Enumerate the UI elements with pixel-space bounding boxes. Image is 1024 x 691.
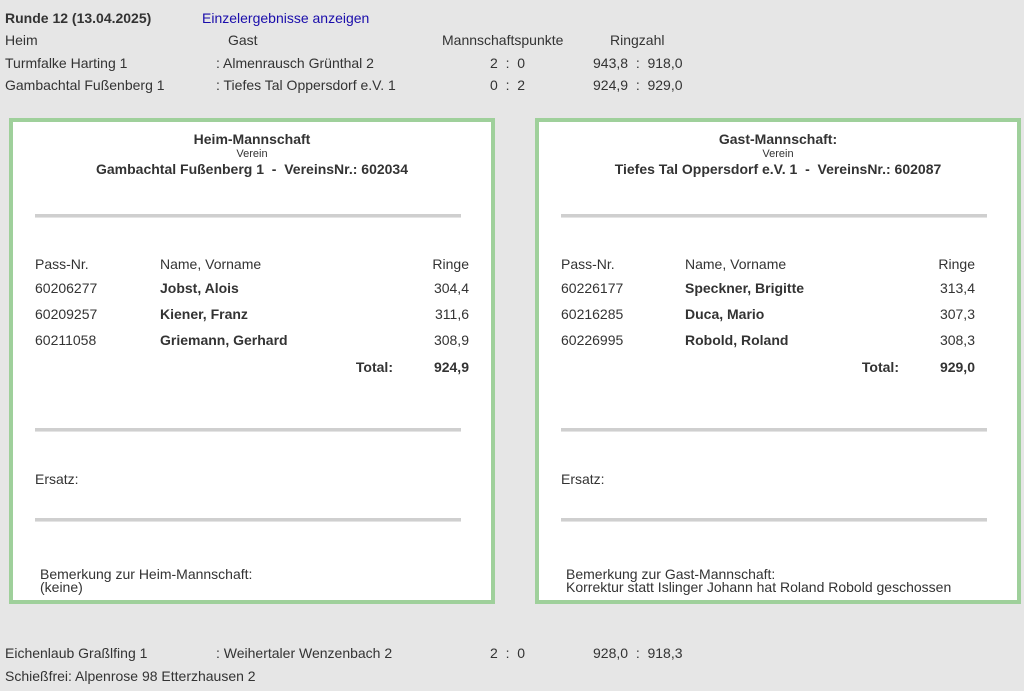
col-header-home: Heim — [5, 32, 38, 48]
pass-number: 60226177 — [561, 280, 624, 296]
shooter-rings: 304,4 — [433, 280, 469, 296]
divider — [35, 428, 461, 432]
total-label: Total: — [861, 359, 899, 375]
divider — [561, 214, 987, 218]
col-header-rings: Ringzahl — [610, 32, 665, 48]
match-guest-team: : Almenrausch Grünthal 2 — [216, 55, 374, 71]
match-rings: 924,9 : 929,0 — [593, 77, 683, 93]
shooter-name: Speckner, Brigitte — [685, 280, 805, 296]
match-rings: 943,8 : 918,0 — [593, 55, 683, 71]
match-guest-team: : Weihertaler Wenzenbach 2 — [216, 645, 393, 661]
shooter-rings: 307,3 — [939, 306, 975, 322]
verein-label: Verein — [762, 148, 794, 160]
divider — [35, 518, 461, 522]
shooter-name: Jobst, Alois — [160, 280, 239, 296]
show-details-link[interactable]: Einzelergebnisse anzeigen — [202, 10, 370, 26]
total-label: Total: — [355, 359, 393, 375]
shooter-rings: 308,9 — [433, 332, 469, 348]
match-guest-team: : Tiefes Tal Oppersdorf e.V. 1 — [216, 77, 396, 93]
col-header-team-points: Mannschaftspunkte — [442, 32, 564, 48]
shooter-name: Kiener, Franz — [160, 306, 248, 322]
remark-label: Bemerkung zur Gast-Mannschaft: — [566, 566, 776, 582]
round-title: Runde 12 (13.04.2025) — [5, 10, 152, 26]
divider — [561, 518, 987, 522]
match-points: 2 : 0 — [490, 55, 526, 71]
pass-number: 60211058 — [35, 332, 97, 348]
col-header-guest: Gast — [228, 32, 258, 48]
pass-number: 60226995 — [561, 332, 624, 348]
shooter-rings: 311,6 — [435, 306, 469, 322]
col-name-header: Name, Vorname — [685, 256, 787, 272]
club-name: Gambachtal Fußenberg 1 - VereinsNr.: 602034 — [95, 161, 408, 177]
panel-title: Heim-Mannschaft — [193, 131, 311, 147]
club-name: Tiefes Tal Oppersdorf e.V. 1 - VereinsNr.: 602087 — [614, 161, 942, 177]
shooter-rings: 313,4 — [939, 280, 975, 296]
remark-text: (keine) — [40, 579, 83, 595]
verein-label: Verein — [236, 148, 268, 160]
divider — [561, 428, 987, 432]
remark-text: Korrektur statt Islinger Johann hat Roland Robold geschossen — [566, 579, 952, 595]
total-value: 929,0 — [939, 359, 975, 375]
shooter-name: Griemann, Gerhard — [160, 332, 288, 348]
remark-label: Bemerkung zur Heim-Mannschaft: — [40, 566, 253, 582]
ersatz-label: Ersatz: — [35, 471, 79, 487]
col-pass-header: Pass-Nr. — [35, 256, 89, 272]
match-points: 0 : 2 — [490, 77, 526, 93]
match-home-team: Turmfalke Harting 1 — [5, 55, 128, 71]
shooter-rings: 308,3 — [939, 332, 975, 348]
match-points: 2 : 0 — [490, 645, 526, 661]
ersatz-label: Ersatz: — [561, 471, 605, 487]
total-value: 924,9 — [433, 359, 469, 375]
bye-team-text: Schießfrei: Alpenrose 98 Etterzhausen 2 — [5, 668, 256, 684]
match-home-team: Gambachtal Fußenberg 1 — [5, 77, 165, 93]
panel-title: Gast-Mannschaft: — [718, 131, 838, 147]
col-rings-header: Ringe — [938, 256, 975, 272]
col-rings-header: Ringe — [432, 256, 469, 272]
match-home-team: Eichenlaub Graßlfing 1 — [5, 645, 148, 661]
guest-team-panel — [535, 118, 1021, 604]
pass-number: 60206277 — [35, 280, 98, 296]
pass-number: 60209257 — [35, 306, 98, 322]
col-pass-header: Pass-Nr. — [561, 256, 615, 272]
shooter-name: Duca, Mario — [685, 306, 765, 322]
home-team-panel — [9, 118, 495, 604]
divider — [35, 214, 461, 218]
shooter-name: Robold, Roland — [685, 332, 789, 348]
match-rings: 928,0 : 918,3 — [593, 645, 683, 661]
pass-number: 60216285 — [561, 306, 624, 322]
col-name-header: Name, Vorname — [160, 256, 262, 272]
